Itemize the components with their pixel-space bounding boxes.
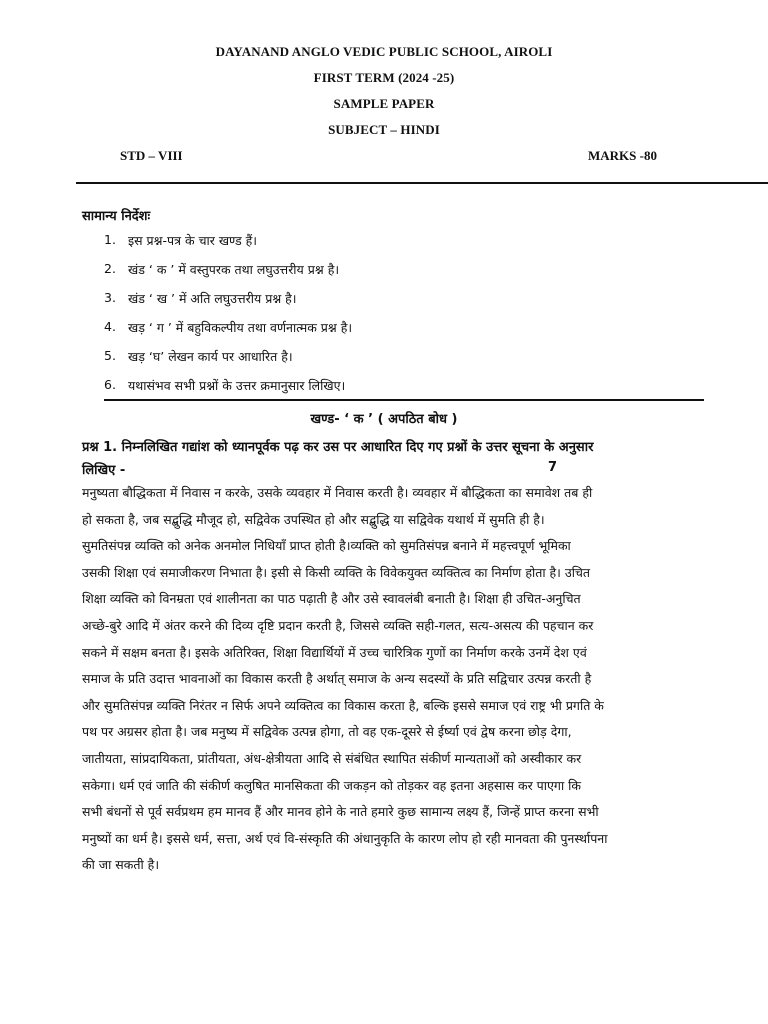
instruction-number: 3. <box>104 290 116 305</box>
instruction-text: खंड ‘ क ’ में वस्तुपरक तथा लघुउत्तरीय प्रश्न है। <box>128 262 340 277</box>
instructions-title: सामान्य निर्देशः <box>82 209 151 224</box>
passage-line: समाज के प्रति उदात्त भावनाओं का विकास करती है अर्थात् समाज के अन्य सदस्यों के प्रति सद्विचार उत्पन्न करती है <box>82 671 592 687</box>
passage-line: अच्छे-बुरे आदि में अंतर करने की दिव्य दृष्टि प्रदान करती है, जिससे व्यक्ति सही-गलत, सत्य-असत्य की पहचान कर <box>82 617 594 633</box>
instruction-number: 4. <box>104 319 116 334</box>
passage-line: सुमतिसंपन्न व्यक्ति को अनेक अनमोल निधियाँ प्राप्त होती है।व्यक्ति को सुमतिसंपन्न बनाने में महत्त्वपूर्ण भूमिका <box>82 538 571 554</box>
passage-line: और सुमतिसंपन्न व्यक्ति निरंतर न सिर्फ अपने व्यक्तित्व का विकास करता है, बल्कि इससे समाज एवं राष्ट्र भी प्रगति के <box>82 697 604 713</box>
instruction-item <box>104 348 352 377</box>
question-1-text: प्रश्न 1. निम्नलिखित गद्यांश को ध्यानपूर्वक पढ़ कर उस पर आधारित दिए गए प्रश्नों के उत्तर सूचना के अनुसार <box>82 440 594 455</box>
header-divider <box>76 182 768 184</box>
passage-line: जातीयता, सांप्रदायिकता, प्रांतीयता, अंध-क्षेत्रीयता आदि से संबंधित स्थापित संकीर्ण मान्यताओं को अस्वीकार कर <box>82 750 582 766</box>
passage-line: सकेगा। धर्म एवं जाति की संकीर्ण कलुषित मानसिकता की जकड़न को तोड़कर वह इतना अहसास कर पाएगा कि <box>82 777 581 793</box>
passage-line: सकने में सक्षम बनता है। इसके अतिरिक्त, शिक्षा विद्यार्थियों में उच्च चारित्रिक गुणों का निर्माण करके उनमें देश एवं <box>82 644 587 660</box>
instruction-number: 1. <box>104 232 116 247</box>
instruction-text: खड़ ‘ ग ’ में बहुविकल्पीय तथा वर्णनात्मक प्रश्न है। <box>128 320 353 335</box>
instruction-text: खंड ‘ ख ’ में अति लघुउत्तरीय प्रश्न है। <box>128 291 297 306</box>
instruction-item <box>104 261 352 290</box>
instructions-list <box>104 232 352 406</box>
instruction-item <box>104 377 352 406</box>
instruction-text: खड़ ‘घ’ लेखन कार्य पर आधारित है। <box>128 349 293 364</box>
paper-title: SAMPLE PAPER <box>333 96 435 111</box>
standard-label: STD – VIII <box>120 148 183 163</box>
instruction-text: इस प्रश्न-पत्र के चार खण्ड हैं। <box>128 233 258 248</box>
instruction-item <box>104 319 352 348</box>
passage-line: की जा सकती है। <box>82 857 160 873</box>
instruction-number: 5. <box>104 348 116 363</box>
instructions-divider <box>104 399 704 401</box>
school-name: DAYANAND ANGLO VEDIC PUBLIC SCHOOL, AIROLI <box>215 44 553 59</box>
passage-line: पथ पर अग्रसर होता है। जब मनुष्य में सद्विवेक उत्पन्न होगा, तो वह एक-दूसरे से ईर्ष्या एवं द्वेष करना छोड़ देगा, <box>82 724 572 740</box>
passage-line: शिक्षा व्यक्ति को विनम्रता एवं शालीनता का पाठ पढ़ाती है और उसे स्वावलंबी बनाती है। शिक्षा ही उचित-अनुचित <box>82 591 581 607</box>
unseen-passage <box>82 484 702 883</box>
term-title: FIRST TERM (2024 -25) <box>313 70 455 85</box>
instruction-text: यथासंभव सभी प्रश्नों के उत्तर क्रमानुसार लिखिए। <box>128 378 346 393</box>
passage-line: मनुष्यता बौद्धिकता में निवास न करके, उसके व्यवहार में निवास करती है। व्यवहार में बौद्धिकता का समावेश तब ही <box>82 485 593 500</box>
instruction-number: 6. <box>104 377 116 392</box>
instruction-item <box>104 232 352 261</box>
subject-title: SUBJECT – HINDI <box>328 122 440 137</box>
passage-line: हो सकता है, जब सद्बुद्धि मौजूद हो, सद्विवेक उपस्थित हो और सद्बुद्धि या सद्विवेक यथार्थ में सुमति ही है। <box>82 511 545 527</box>
instruction-number: 2. <box>104 261 116 276</box>
section-a-title: खण्ड- ‘ क ’ ( अपठित बोध ) <box>310 412 458 427</box>
passage-line: मनुष्यों का धर्म है। इससे धर्म, सत्ता, अर्थ एवं वि-संस्कृति की अंधानुकृति के कारण लोप हो रही मानवता की पुनर्स्थापना <box>82 830 608 846</box>
passage-line: उसकी शिक्षा एवं समाजीकरण निभाता है। इसी से किसी व्यक्ति के विवेकयुक्त व्यक्तित्व का निर्माण होता है। उचित <box>82 564 591 580</box>
instruction-item <box>104 290 352 319</box>
total-marks-label: MARKS -80 <box>588 148 657 163</box>
passage-line: सभी बंधनों से पूर्व सर्वप्रथम हम मानव हैं और मानव होने के नाते हमारे कुछ सामान्य लक्ष्य हैं, जिन्हें प्राप्त करना सभी <box>82 804 599 820</box>
question-1-marks: 7 <box>548 460 558 475</box>
question-1-text-continued: लिखिए - <box>82 463 126 478</box>
